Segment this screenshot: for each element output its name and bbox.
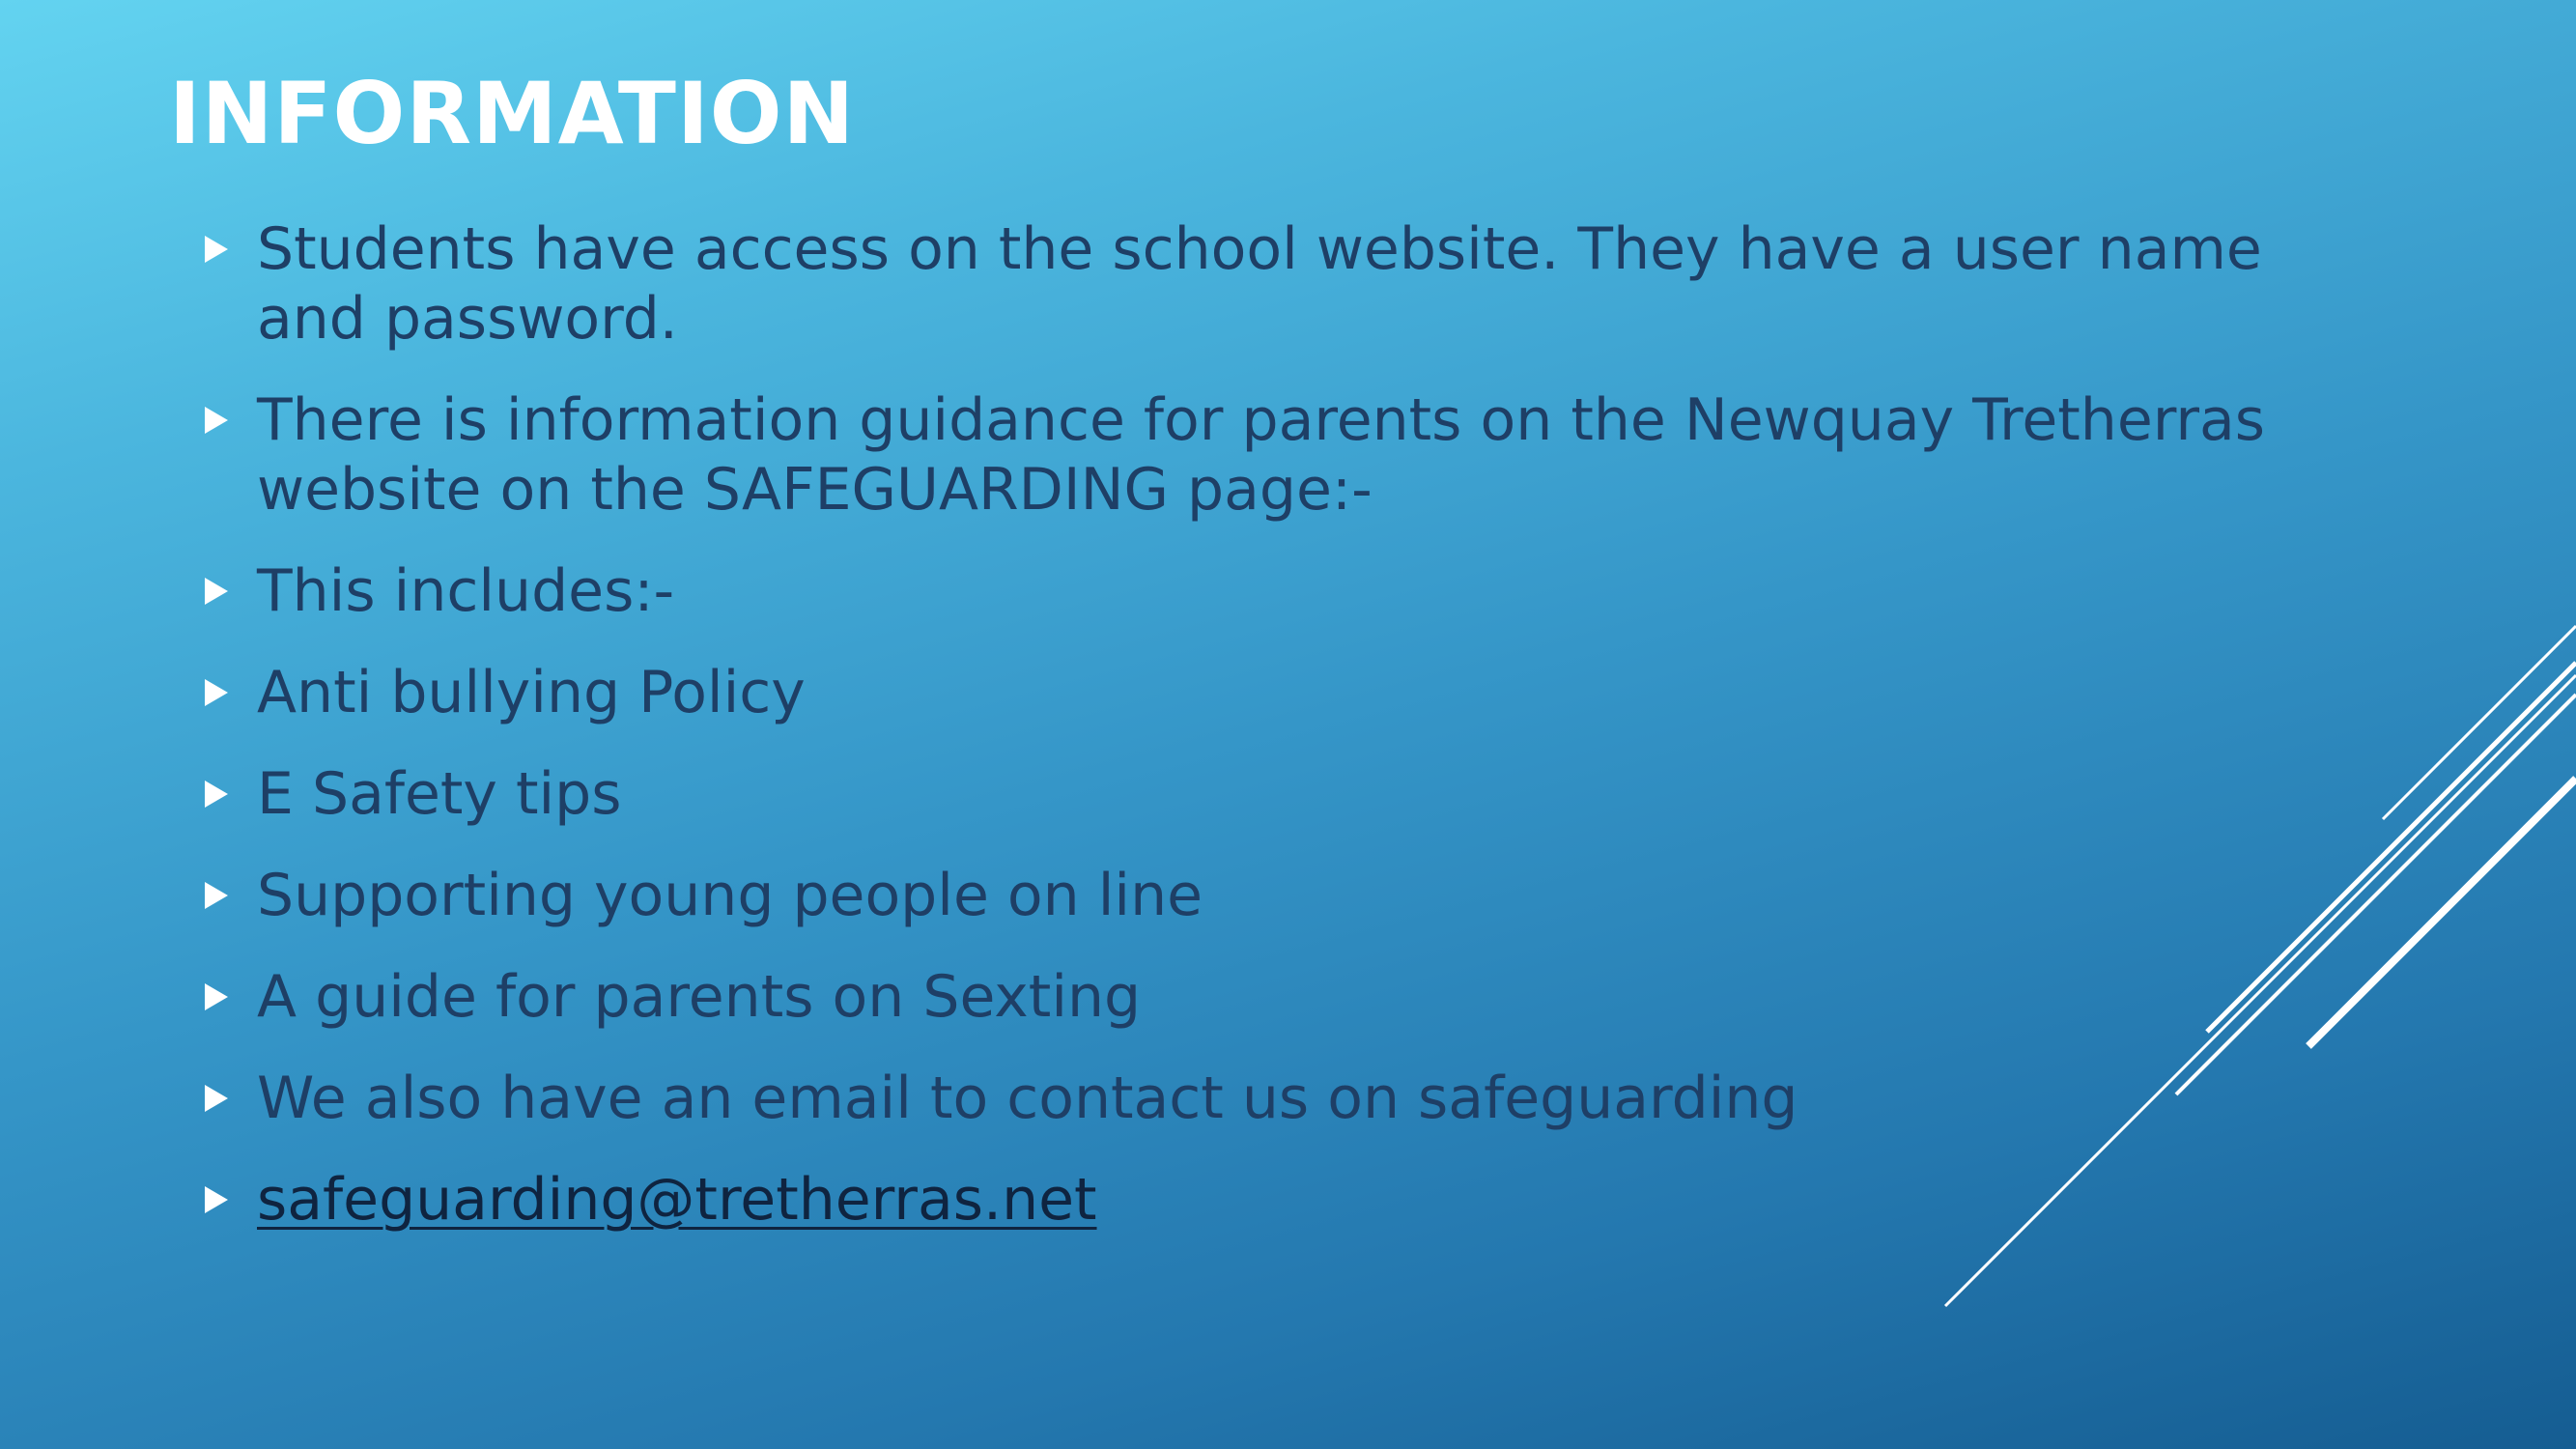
bullet-text: Anti bullying Policy: [257, 659, 806, 726]
bullet-item: [205, 658, 2281, 727]
bullet-text: There is information guidance for parents on the Newquay Tretherras website on the SAFEGUARDING page:-: [257, 386, 2266, 524]
bullet-item: [205, 962, 2281, 1032]
bullet-item: [205, 214, 2281, 354]
bullet-text: A guide for parents on Sexting: [257, 963, 1142, 1031]
bullet-item: [205, 1165, 2281, 1235]
triangle-bullet-icon: [205, 679, 228, 706]
bullet-item: [205, 1064, 2281, 1133]
bullet-item: [205, 556, 2281, 626]
triangle-bullet-icon: [205, 407, 228, 434]
bullet-text: Students have access on the school website. They have a user name and password.: [257, 215, 2262, 353]
triangle-bullet-icon: [205, 1186, 228, 1213]
bullet-text: E Safety tips: [257, 760, 622, 828]
bullet-item: [205, 759, 2281, 829]
bullet-text: This includes:-: [257, 557, 675, 625]
triangle-bullet-icon: [205, 781, 228, 808]
triangle-bullet-icon: [205, 578, 228, 605]
triangle-bullet-icon: [205, 882, 228, 909]
decor-line: [2308, 779, 2576, 1046]
bullet-item: [205, 385, 2281, 525]
triangle-bullet-icon: [205, 236, 228, 263]
bullet-text: Supporting young people on line: [257, 862, 1203, 929]
safeguarding-email-link[interactable]: safeguarding@tretherras.net: [257, 1166, 1097, 1234]
decor-line: [2383, 626, 2576, 819]
bullet-text: We also have an email to contact us on safeguarding: [257, 1065, 1798, 1132]
triangle-bullet-icon: [205, 983, 228, 1010]
bullet-list: [205, 214, 2281, 1266]
bullet-item: [205, 861, 2281, 930]
slide-title: INFORMATION: [169, 64, 856, 163]
triangle-bullet-icon: [205, 1085, 228, 1112]
